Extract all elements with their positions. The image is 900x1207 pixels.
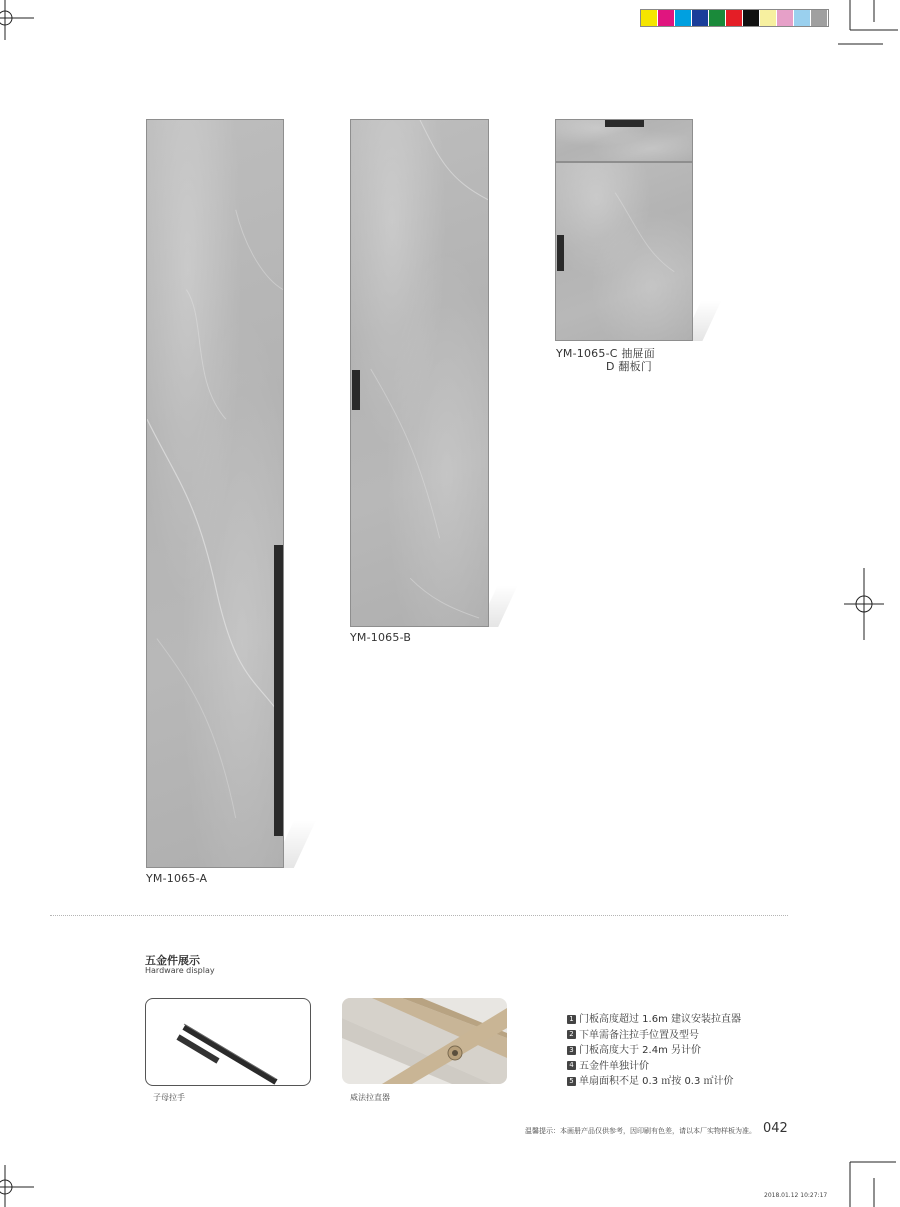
registration-mark-top-left — [0, 0, 40, 48]
hardware-caption-handle: 子母拉手 — [153, 1093, 185, 1102]
marble-veins — [351, 120, 488, 626]
note-item — [567, 1043, 741, 1059]
print-code: 2018.01.12 10:27:17 — [764, 1192, 828, 1199]
color-swatch — [777, 10, 794, 26]
note-item — [567, 1059, 741, 1075]
hardware-subtitle: Hardware display — [145, 966, 215, 975]
color-swatch — [675, 10, 692, 26]
color-swatch — [726, 10, 743, 26]
hardware-card-handle — [145, 998, 311, 1086]
note-number: 3 — [567, 1046, 576, 1055]
section-divider — [50, 915, 788, 916]
note-number: 4 — [567, 1061, 576, 1070]
note-number: 2 — [567, 1030, 576, 1039]
door-panel-b — [350, 119, 489, 627]
page-number: 042 — [763, 1121, 788, 1136]
door-panel-a — [146, 119, 284, 868]
color-swatch — [794, 10, 811, 26]
profile-handle-image — [146, 999, 310, 1085]
door-a-label: YM-1065-A — [146, 872, 208, 885]
note-item — [567, 1074, 741, 1090]
door-c-label-line1: YM-1065-C 抽屉面 — [556, 347, 655, 360]
note-text: 下单需备注拉手位置及型号 — [579, 1029, 699, 1041]
color-swatch — [760, 10, 777, 26]
ordering-notes — [567, 1012, 741, 1090]
crop-mark-top-right — [838, 0, 900, 48]
color-swatch — [709, 10, 726, 26]
color-swatch — [692, 10, 709, 26]
marble-veins — [556, 163, 692, 340]
marble-veins — [147, 120, 283, 867]
flap-door-d-handle — [557, 235, 564, 271]
drawer-front-c — [555, 119, 693, 162]
registration-mark-right — [844, 568, 884, 640]
color-swatch — [658, 10, 675, 26]
note-text: 门板高度大于 2.4m 另计价 — [579, 1045, 702, 1056]
door-b-handle — [352, 370, 360, 410]
note-number: 1 — [567, 1015, 576, 1024]
color-calibration-bar — [640, 9, 829, 27]
hardware-title: 五金件展示 — [145, 954, 200, 967]
footer-disclaimer: 温馨提示：本画册产品仅供参考，因印刷有色差，请以本厂实物样板为准。 — [525, 1127, 756, 1135]
color-swatch — [743, 10, 760, 26]
note-text: 五金件单独计价 — [579, 1060, 649, 1072]
note-number: 5 — [567, 1077, 576, 1086]
registration-mark-bottom-left — [0, 1165, 40, 1207]
note-text: 门板高度超过 1.6m 建议安装拉直器 — [579, 1014, 742, 1025]
flap-door-d — [555, 162, 693, 341]
note-text: 单扇面积不足 0.3 ㎡按 0.3 ㎡计价 — [579, 1076, 734, 1087]
door-c-label-line2: D 翻板门 — [606, 360, 652, 373]
color-swatch — [811, 10, 828, 26]
crop-mark-bottom-right — [836, 1160, 900, 1207]
color-swatch — [641, 10, 658, 26]
note-item — [567, 1028, 741, 1044]
door-b-label: YM-1065-B — [350, 631, 412, 644]
drawer-c-handle — [605, 120, 644, 127]
hardware-caption-straightener: 威法拉直器 — [350, 1093, 390, 1102]
note-item — [567, 1012, 741, 1028]
straightener-image — [342, 998, 507, 1084]
hardware-card-straightener — [342, 998, 507, 1084]
door-a-long-handle — [274, 545, 283, 836]
